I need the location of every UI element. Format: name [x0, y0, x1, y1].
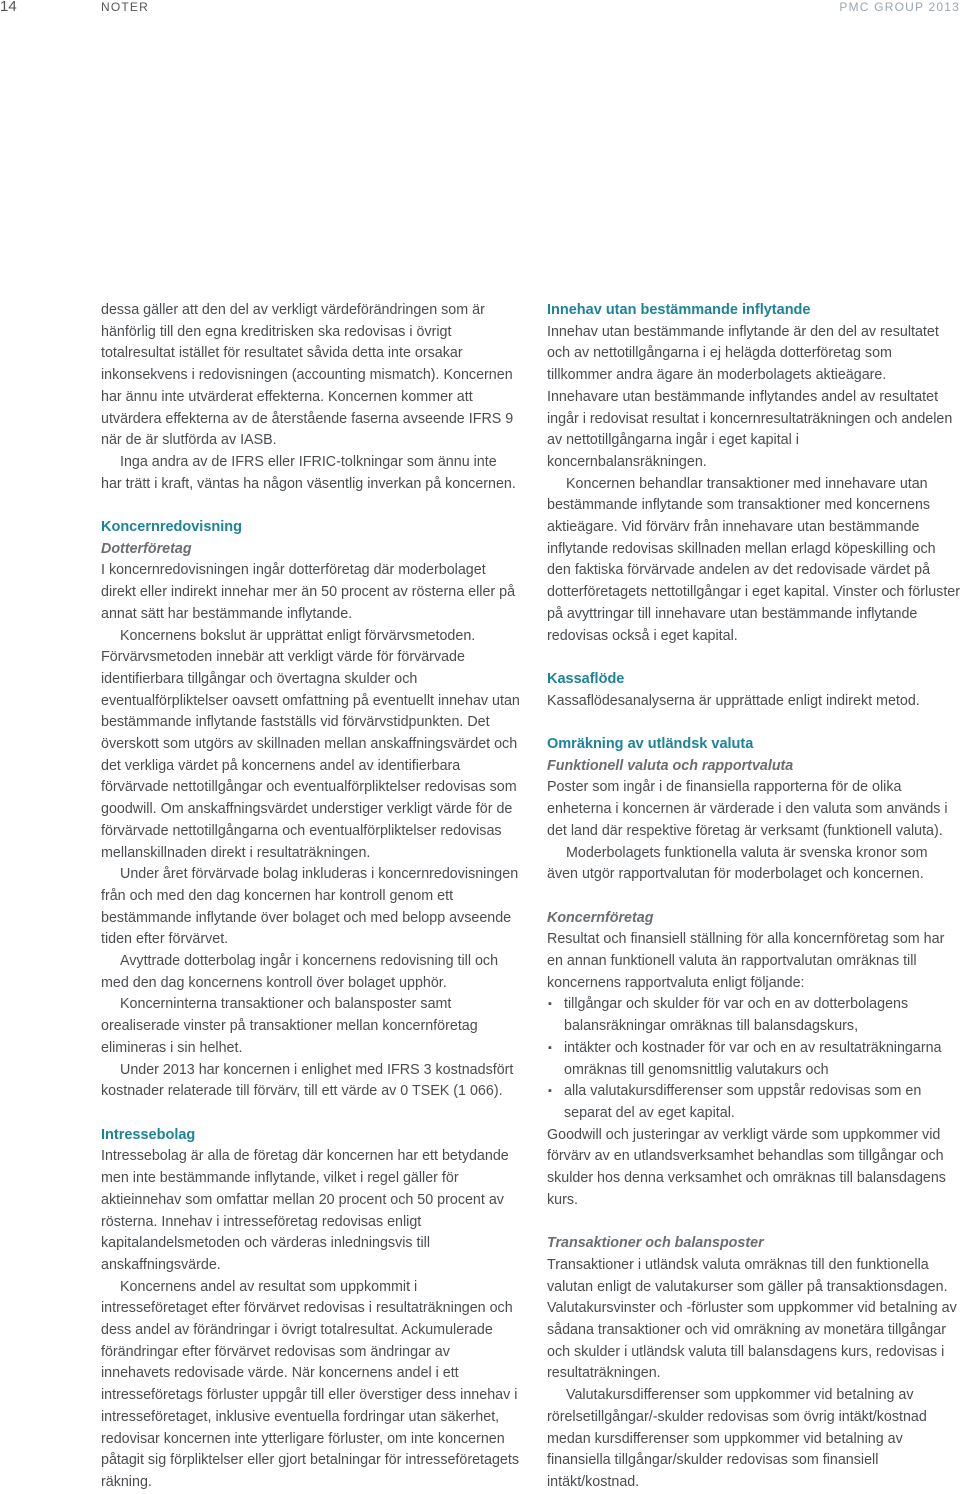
page-number: 14: [0, 0, 17, 15]
paragraph: Resultat och finansiell ställning för alla koncernföretag som har en annan funktionell valuta än rapportvalutan omräknas till koncernens rapportvaluta enligt följande:: [547, 931, 945, 991]
paragraph: Innehav utan bestämmande inflytande är den del av resultatet och av nettotillgångarna i ej helägda dotterföretag som tillkommer andra ägare än moderbolagets aktieägare. Innehavare utan bestämmande inflytandes andel av resultatet ingår i redovisat resultat i koncernresultaträkningen och andelen av nettotillgångarna ingår i eget kapital i koncernbalansräkningen.: [547, 323, 953, 470]
company-name: PMC GROUP 2013: [839, 0, 960, 14]
paragraph: Valutakursdifferenser som uppkommer vid betalning av rörelsetillgångar/-skulder redovisas som övrig intäkt/kostnad medan kursdifferenser som uppkommer vid betalning av finansiella tillgångar/skulder redovisas som finansiell intäkt/kostnad.: [547, 1387, 927, 1490]
paragraph: Under 2013 har koncernen i enlighet med IFRS 3 kostnadsfört kostnader relaterade till förvärv, till ett värde av 0 TSEK (1 066).: [101, 1061, 514, 1100]
heading-intressebolag: Intressebolag: [101, 1126, 196, 1143]
paragraph: Moderbolagets funktionella valuta är svenska kronor som även utgör rapportvalutan för moderbolaget och koncernen.: [547, 844, 928, 883]
bullet-list: [547, 994, 960, 1124]
subheading-funktionell-valuta: Funktionell valuta och rapportvaluta: [547, 757, 794, 774]
heading-koncernredovisning: Koncernredovisning: [101, 519, 242, 536]
heading-innehav: Innehav utan bestämmande inflytande: [547, 302, 811, 318]
paragraph: I koncernredovisningen ingår dotterföretag där moderbolaget direkt eller indirekt innehar mer än 50 procent av rösterna eller på annat sätt har bestämmande inflytande.: [101, 562, 516, 622]
list-item: ▪ intäkter och kostnader för var och en av resultaträkningarna omräknas till genomsnittlig valutakurs och: [547, 1038, 960, 1081]
section-title: NOTER: [101, 0, 149, 14]
paragraph: dessa gäller att den del av verkligt värdeförändringen som är hänförlig till den egna kreditrisken ska redovisas i övrigt totalresultat istället för resultatet såvida detta inte orsakar inkonsekvens i redovisningen (accounting mismatch). Koncernen har ännu inte utvärderat effekterna. Koncernen kommer att utvärdera effekterna av de återstående faserna avseende IFRS 9 när de är slutförda av IASB.: [101, 302, 514, 449]
paragraph: Inga andra av de IFRS eller IFRIC-tolkningar som ännu inte har trätt i kraft, väntas ha någon väsentlig inverkan på koncernen.: [101, 453, 516, 492]
subheading-transaktioner: Transaktioner och balansposter: [547, 1235, 764, 1252]
paragraph: Intressebolag är alla de företag där koncernen har ett betydande men inte bestämmande inflytande, vilket i regel gäller för aktieinnehav som omfattar mellan 20 procent och 50 procent av rösterna. Innehav i intresseföretag redovisas enligt kapitalandelsmetoden och värderas inledningsvis till anskaffningsvärde.: [101, 1148, 509, 1273]
list-item: ▪ tillgångar och skulder för var och en av dotterbolagens balansräkningar omräknas till balansdagskurs,: [547, 994, 960, 1037]
paragraph: Kassaflödesanalyserna är upprättade enligt indirekt metod.: [547, 692, 920, 709]
subheading-dotterforetag: Dotterföretag: [101, 540, 192, 557]
subheading-koncernforetag: Koncernföretag: [547, 909, 654, 926]
paragraph: Under året förvärvade bolag inkluderas i koncernredovisningen från och med den dag koncernen har kontroll genom ett bestämmande inflytande över bolaget och med belopp avseende tiden efter förvärvet.: [101, 866, 519, 948]
paragraph: Koncernens andel av resultat som uppkommit i intresseföretaget efter förvärvet redovisas i resultaträkningen och dess andel av förändringar i övrigt totalresultat. Ackumulerade förändringar efter förvärvet redovisas som ändringar av innehavets redovisade värde. När koncernens andel i ett intresseföretags förluster uppgår till eller överstiger dess innehav i intresseföretaget, inklusive eventuella fordringar utan säkerhet, redovisar koncernen inte ytterligare förluster, om inte koncernen påtagit sig förpliktelser eller gjort betalningar för intresseföretagets räkning.: [101, 1278, 520, 1490]
paragraph: Avyttrade dotterbolag ingår i koncernens redovisning till och med den dag koncernens kontroll över bolaget upphör.: [101, 953, 499, 991]
heading-omrakning: Omräkning av utländsk valuta: [547, 736, 754, 753]
paragraph: Koncernen behandlar transaktioner med innehavare utan bestämmande inflytande som transaktioner med koncernens aktieägare. Vid förvärv från innehavare utan bestämmande inflytande redovisas skillnaden mellan erlagd köpeskilling och den faktiska förvärvade andelen av det redovisade värdet på dotterföretagets nettotillgångar i eget kapital. Vinster och förluster på avyttringar till innehavare utan bestämmande inflytande redovisas också i eget kapital.: [547, 475, 960, 644]
heading-kassaflode: Kassaflöde: [547, 670, 625, 687]
left-column: [101, 300, 521, 1494]
paragraph: Koncerninterna transaktioner och balansposter samt orealiserade vinster på transaktioner mellan koncernföretag elimineras i sin helhet.: [101, 996, 478, 1056]
paragraph: Goodwill och justeringar av verkligt värde som uppkommer vid förvärv av en utlandsverksamhet behandlas som tillgångar och skulder hos denna verksamhet och omräknas till balansdagens kurs.: [547, 1126, 946, 1208]
page-header: [0, 0, 960, 20]
paragraph: Koncernens bokslut är upprättat enligt förvärvsmetoden. Förvärvsmetoden innebär att verkligt värde för förvärvade identifierbara tillgångar och övertagna skulder och eventualförpliktelser oavsett omfattning på eventuellt innehav utan bestämmande inflytande fastställs vid förvärvstidpunkten. Det överskott som utgörs av skillnaden mellan anskaffningsvärdet och det verkliga värdet på koncernens andel av identifierbara förvärvade nettotillgångar och eventualförpliktelser redovisas som goodwill. Om anskaffningsvärdet understiger verkligt värde för de förvärvade nettotillgångarna och eventualförpliktelser redovisas mellanskillnaden direkt i resultaträkningen.: [101, 627, 520, 861]
paragraph: Transaktioner i utländsk valuta omräknas till den funktionella valutan enligt de valutakurser som gäller på transaktionsdagen. Valutakursvinster och -förluster som uppkommer vid betalning av sådana transaktioner och vid omräkning av monetära tillgångar och skulder i utländsk valuta till balansdagens kurs, redovisas i resultaträkningen.: [547, 1256, 957, 1382]
right-column: [547, 300, 960, 1494]
list-item: ▪ alla valutakursdifferenser som uppstår redovisas som en separat del av eget kapital.: [547, 1081, 960, 1124]
paragraph: Poster som ingår i de finansiella rapporterna för de olika enheterna i koncernen är värderade i den valuta som används i det land där respektive företag är verksamt (funktionell valuta).: [547, 779, 948, 839]
